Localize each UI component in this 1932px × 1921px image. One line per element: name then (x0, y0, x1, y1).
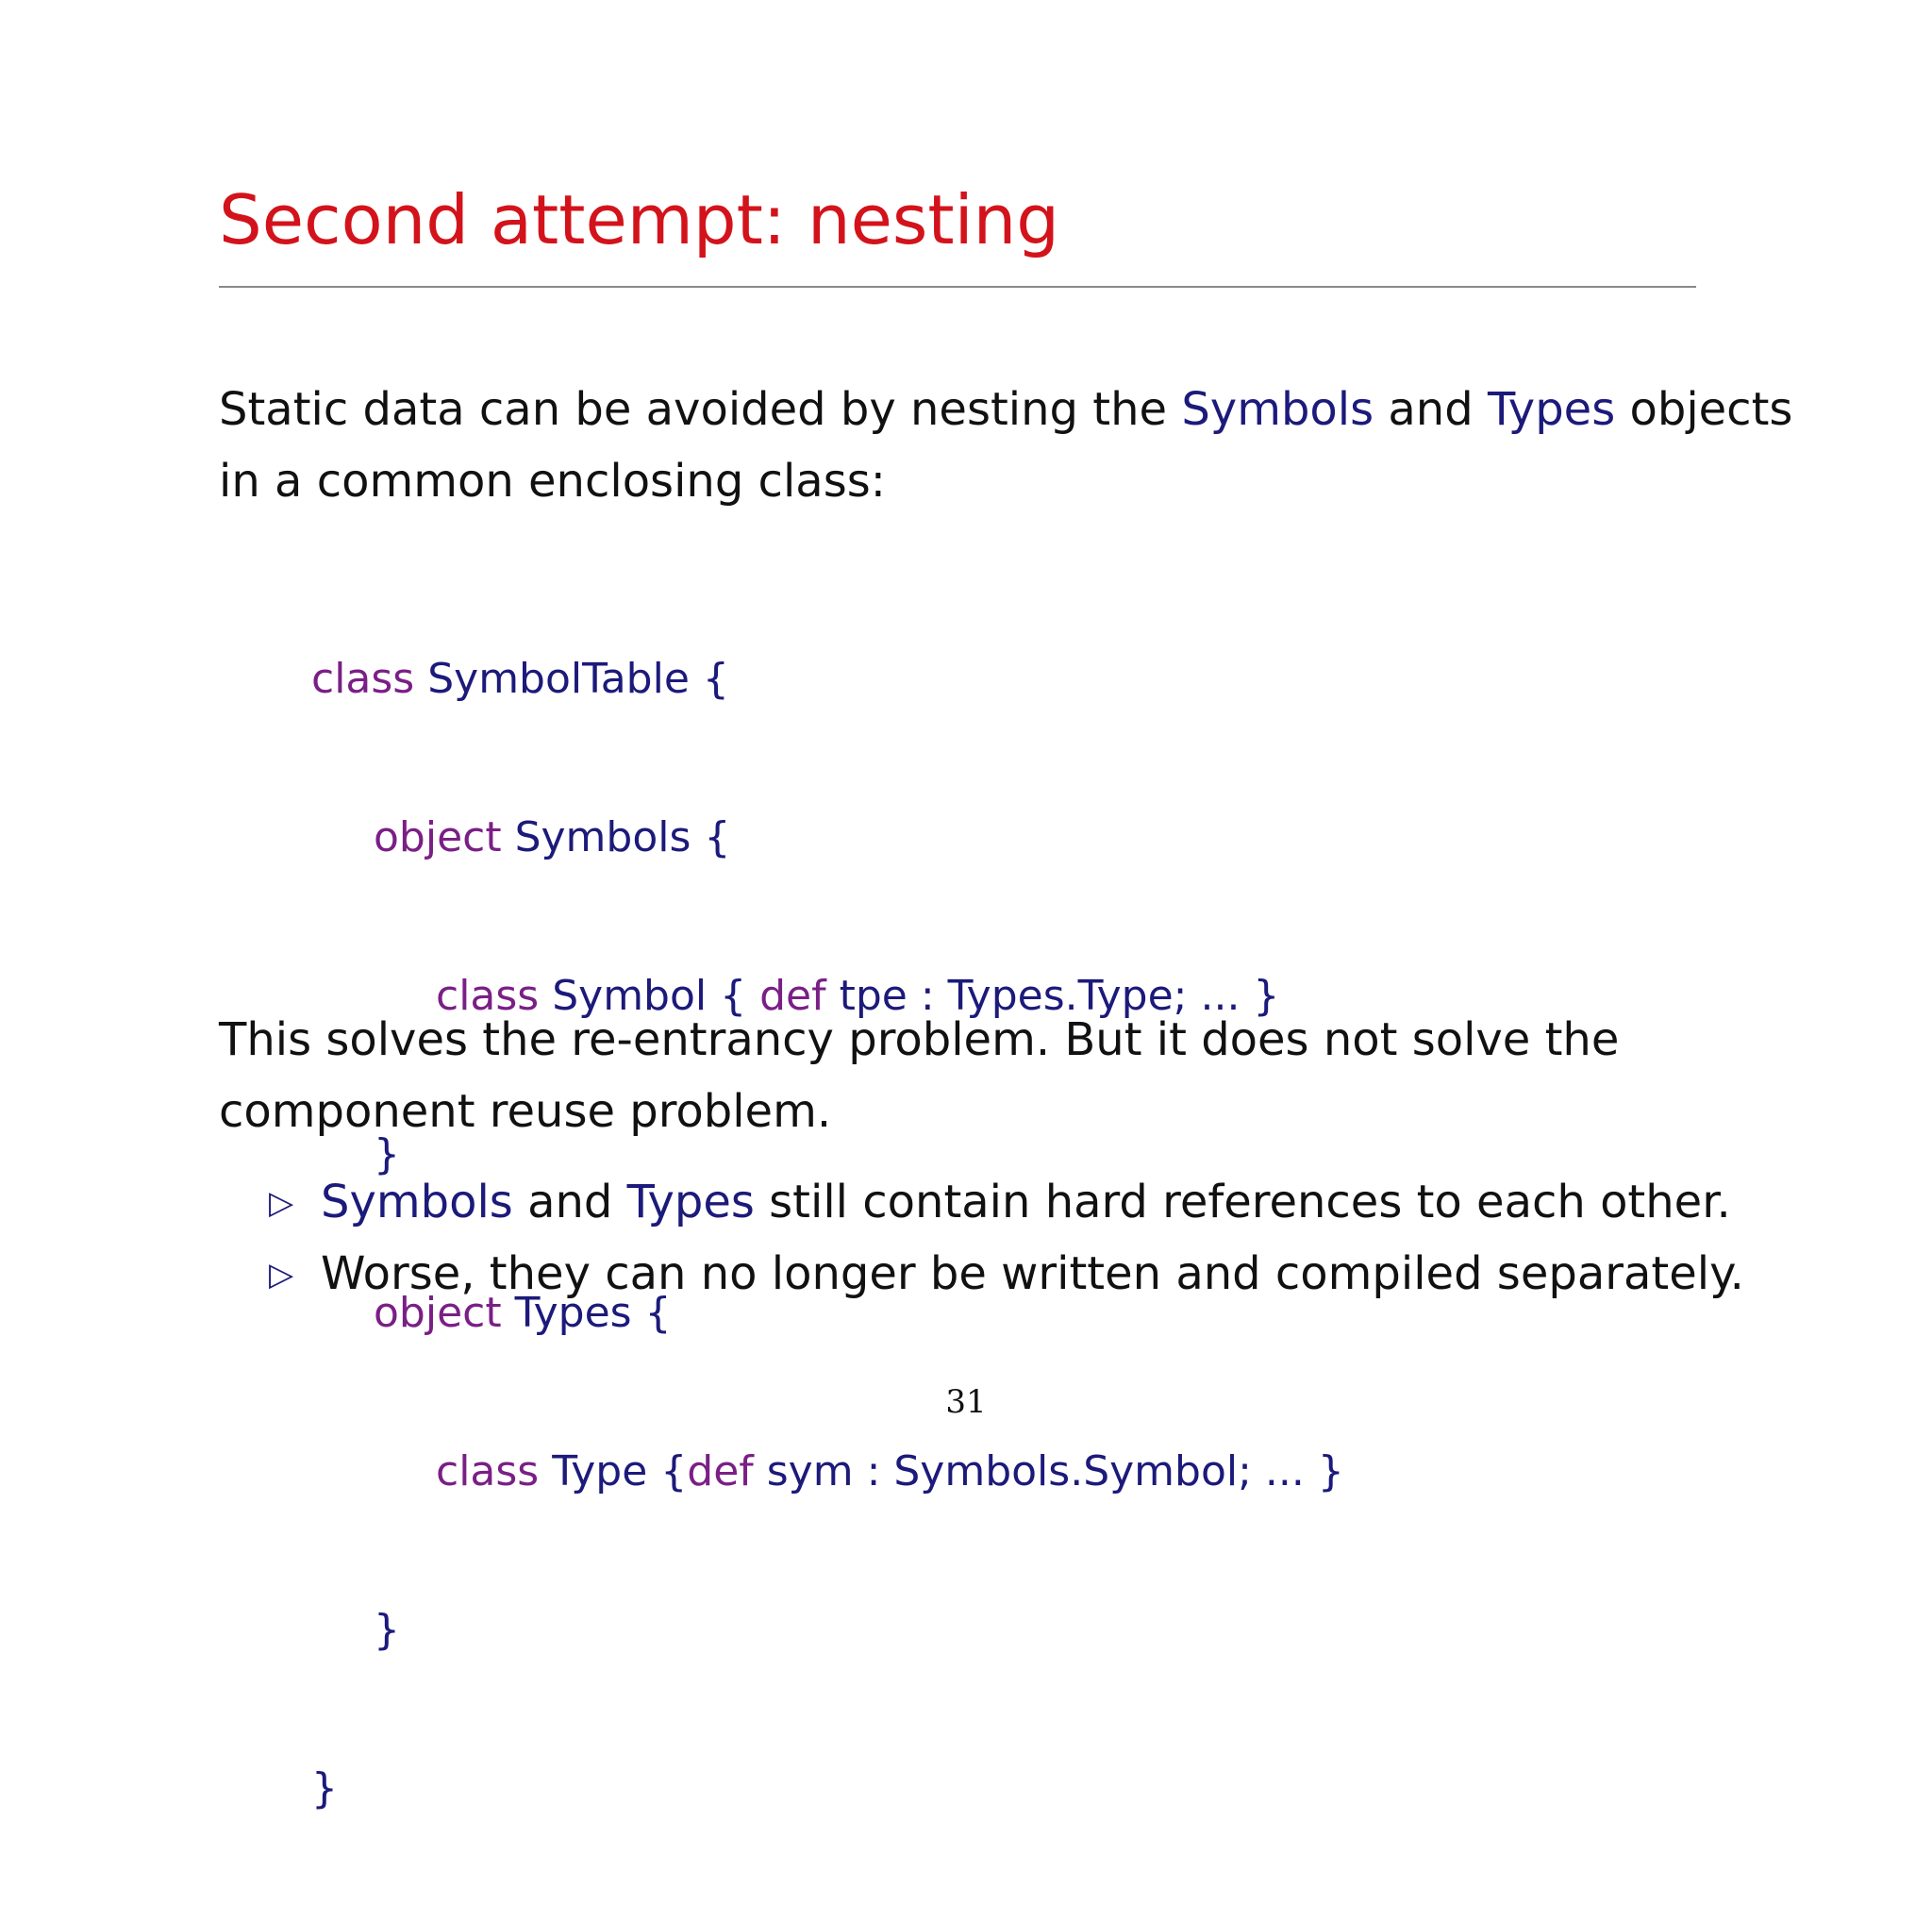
bullet-list (269, 1166, 1744, 1310)
code-keyword: def (759, 972, 826, 1020)
code-keyword: object (374, 813, 502, 861)
intro-line-2: in a common enclosing class: (219, 455, 886, 508)
bullet-text: and (512, 1176, 627, 1228)
code-text: Type { (539, 1447, 688, 1495)
code-line-8: } (311, 1764, 338, 1812)
list-item (269, 1166, 1744, 1238)
code-text: tpe : Types.Type; ... } (825, 972, 1280, 1020)
slide-title: Second attempt: nesting (219, 180, 1059, 259)
list-item (269, 1238, 1744, 1310)
intro-line-1 (219, 374, 1792, 445)
conclusion-line-2: component reuse problem. (219, 1085, 832, 1138)
bullet-text: Worse, they can no longer be written and compiled separately. (321, 1247, 1744, 1300)
code-text: Symbol { (539, 972, 760, 1020)
title-divider (219, 286, 1696, 288)
code-keyword: class (311, 655, 415, 703)
code-text: SymbolTable { (414, 655, 729, 703)
code-line-4: } (374, 1130, 400, 1178)
code-line-2 (311, 811, 1344, 864)
intro-symbols-term: Symbols (1181, 383, 1374, 436)
code-text: Types { (501, 1289, 672, 1337)
code-keyword: def (687, 1447, 754, 1495)
triangle-bullet-icon: ▷ (269, 1256, 294, 1294)
intro-text-b: and (1374, 383, 1488, 436)
code-keyword: class (436, 972, 540, 1020)
bullet-symbols-term: Symbols (321, 1176, 513, 1228)
code-text: sym : Symbols.Symbol; ... } (753, 1447, 1344, 1495)
code-line-7: } (374, 1606, 400, 1654)
intro-text-c: objects (1615, 383, 1793, 436)
conclusion-line-1: This solves the re-entrancy problem. But it does not solve the (219, 1013, 1620, 1066)
code-line-1 (311, 653, 1344, 706)
bullet-text: still contain hard references to each other. (754, 1176, 1731, 1228)
code-text: Symbols { (501, 813, 731, 861)
code-keyword: class (436, 1447, 540, 1495)
code-line-6 (311, 1445, 1344, 1498)
intro-text-a: Static data can be avoided by nesting the (219, 383, 1182, 436)
bullet-types-term: Types (626, 1176, 755, 1228)
page-number: 31 (945, 1383, 987, 1421)
intro-types-term: Types (1487, 383, 1616, 436)
code-keyword: object (374, 1289, 502, 1337)
triangle-bullet-icon: ▷ (269, 1184, 294, 1222)
